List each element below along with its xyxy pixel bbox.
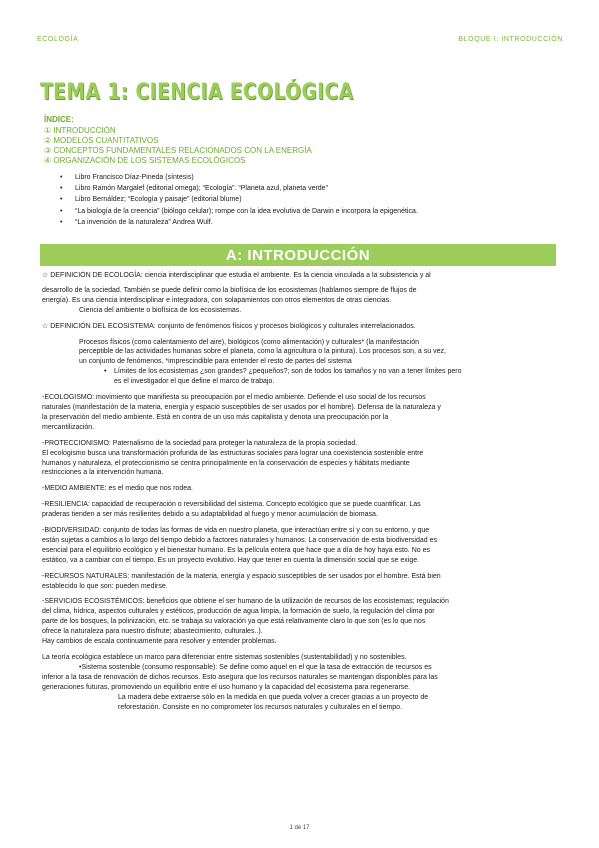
text-line: humanos y naturaleza, el proteccionismo se centra principalmente en la conservación de especies y hábitats mediante bbox=[42, 459, 410, 467]
text-line: ☆ DEFINICIÓN DEL ECOSISTEMA: conjunto de fenómenos físicos y procesos biológicos y culturales interrelacionados. bbox=[42, 322, 416, 330]
text-line: -PROTECCIONISMO: Paternalismo de la sociedad para proteger la naturaleza de la propia sociedad. bbox=[42, 439, 358, 447]
text-line: están sujetas a cambios a lo largo del tiempo debido a factores naturales y humanos. La conservación de esta biodiversidad es bbox=[42, 536, 437, 544]
reference-item: • “La biología de la creencia” (biólogo celular); rompe con la idea evolutiva de Darwin e incorpora la epigenética. bbox=[60, 206, 418, 217]
reference-item: • “La invención de la naturaleza” Andrea Wulf. bbox=[60, 217, 418, 228]
text-line: del clima, hídrica, aspectos culturales y estéticos, producción de agua limpia, la formación de suelo, la regulación del clima por bbox=[42, 608, 435, 616]
text-line: parte de los bosques, la polinización, etc. se trabaja su valoración ya que está relativamente claro lo que son (es lo que nos bbox=[42, 618, 426, 626]
text-line: inferior a la tasa de renovación de dichos recursos. Esto asegura que los recursos naturales se mantengan disponibles para las bbox=[42, 673, 438, 681]
reference-item: • Libro Bernáldez; “Ecología y paisaje” (editorial blume) bbox=[60, 194, 418, 205]
text-line: -RECURSOS NATURALES: manifestación de la materia, energía y espacio susceptibles de ser usados por el hombre. Está bien bbox=[42, 572, 441, 580]
text-line: -MEDIO AMBIENTE: es el medio que nos rodea. bbox=[42, 485, 193, 493]
index-heading: ÍNDICE: bbox=[44, 115, 74, 124]
text-line: La madera debe extraerse sólo en la medida en que pueda volver a crecer gracias a un proyecto de bbox=[118, 693, 429, 701]
section-banner bbox=[40, 244, 556, 266]
text-line: un conjunto de fenómenos. *imprescindible para entender el resto de partes del sistema bbox=[79, 358, 352, 366]
text-line: perceptible de las actividades humanas sobre el planeta, como la agricultura o la pintura). Los procesos son, a su vez, bbox=[79, 348, 446, 356]
text-line: esencial para el equilibrio ecológico y el bienestar humano. Es la película entera que hace que a día de hoy haya esto. No es bbox=[42, 546, 430, 554]
reference-list bbox=[60, 172, 418, 228]
header-subject: ECOLOGÍA bbox=[37, 36, 79, 43]
text-line: ofrece la naturaleza para nuestro disfrute; abastecimiento, culturales..). bbox=[42, 628, 263, 636]
reference-item: • Libro Francisco Díaz-Pineda (síntesis) bbox=[60, 172, 418, 183]
text-line: reforestación. Consiste en no comprometer los recursos naturales y culturales en el tiempo. bbox=[118, 703, 403, 711]
text-line: generaciones futuras, promoviendo un equilibrio entre el uso humano y la capacidad del ecosistema para regenerarse. bbox=[42, 683, 411, 691]
header-block: BLOQUE I: INTRODUCCIÓN bbox=[458, 36, 563, 43]
text-line: mercantilización. bbox=[42, 423, 95, 431]
text-line: Hay cambios de escala continuamente para resolver y entender problemas. bbox=[42, 638, 277, 646]
text-line: • Límites de los ecosistemas ¿son grandes? ¿pequeños?; son de todos los tamaños y no van a tener límites pero bbox=[42, 367, 558, 377]
text-line: -SERVICIOS ECOSISTÉMICOS: beneficios que obtiene el ser humano de la utilización de recursos de los ecosistemas; regulación bbox=[42, 598, 449, 606]
text-line: -RESILIENCIA: capacidad de recuperación o reversibilidad del sistema. Concepto ecológico que se puede cuantificar. Las bbox=[42, 501, 421, 509]
section-title: A: INTRODUCCIÓN bbox=[225, 246, 371, 264]
text-line: estático, va a cambiar con el tiempo. Es un proyecto evolutivo. Hay que tener en cuenta la dimensión social que se exige. bbox=[42, 556, 420, 564]
text-line: es el investigador el que define el marco de trabajo. bbox=[114, 378, 275, 386]
text-line: •Sistema sostenible (consumo responsable): Se define como aquel en el que la tasa de extracción de recursos es bbox=[79, 663, 432, 671]
page-number: 1 de 17 bbox=[289, 825, 310, 831]
text-line: -ECOLOGISMO: movimiento que manifiesta su preocupación por el medio ambiente. Defiende el uso social de los recursos bbox=[42, 394, 426, 402]
text-line: El ecologismo busca una transformación profunda de las estructuras sociales para lograr una coexistencia sostenible entre bbox=[42, 449, 424, 457]
index-item: ② MODELOS CUANTITATIVOS bbox=[44, 136, 159, 145]
text-line: establecido lo que son: pueden medirse. bbox=[42, 582, 168, 590]
index-item: ③ CONCEPTOS FUNDAMENTALES RELACIONADOS CON LA ENERGÍA bbox=[44, 146, 312, 155]
text-line: La teoría ecológica establece un marco para diferenciar entre sistemas sostenibles (sustentabilidad) y no sostenibles. bbox=[42, 654, 407, 661]
text-line: ☆ DEFINICIÓN DE ECOLOGÍA: ciencia interdisciplinar que estudia el ambiente. Es la ciencia vinculada a la subsistencia y al bbox=[42, 272, 431, 279]
index-item: ① INTRODUCCIÓN bbox=[44, 126, 116, 135]
reference-item: • Libro Ramón Margalef (editorial omega); “Ecología”. “Planeta azul, planeta verde” bbox=[60, 183, 418, 194]
index-list bbox=[44, 126, 312, 166]
page-title: TEMA 1: CIENCIA ECOLÓGICA bbox=[40, 80, 354, 105]
text-line: energía). Es una ciencia interdisciplinar e integradora, con solapamientos con otros elementos de otras ciencias. bbox=[42, 296, 392, 304]
text-line: restricciones a la intervención humana. bbox=[42, 469, 164, 477]
text-line: naturales (manifestación de la materia, energía y espacio susceptibles de ser usados por el hombre). Defensa de la naturaleza y bbox=[42, 403, 441, 411]
text-line: Ciencia del ambiente o biofísica de los ecosistemas. bbox=[79, 306, 242, 314]
text-line: desarrollo de la sociedad. También se puede definir como la biofísica de los ecosistemas (hablamos siempre de flujos de bbox=[42, 286, 417, 294]
text-line: praderas tienden a ser más resilientes debido a su adaptabilidad al fuego y menor acumulación de biomasa. bbox=[42, 511, 378, 519]
section-body bbox=[42, 271, 558, 712]
text-line: Procesos físicos (como calentamiento del aire), biológicos (como alimentación) y culturales* (la manifestación bbox=[79, 338, 420, 346]
index-item: ④ ORGANIZACIÓN DE LOS SISTEMAS ECOLÓGICOS bbox=[44, 156, 246, 165]
text-line: la preservación del medio ambiente. Está en contra de un uso más capitalista y denota una preocupación por la bbox=[42, 413, 389, 421]
text-line: -BIODIVERSIDAD: conjunto de todas las formas de vida en nuestro planeta, que interactúan entre sí y con su entorno, y que bbox=[42, 527, 430, 535]
